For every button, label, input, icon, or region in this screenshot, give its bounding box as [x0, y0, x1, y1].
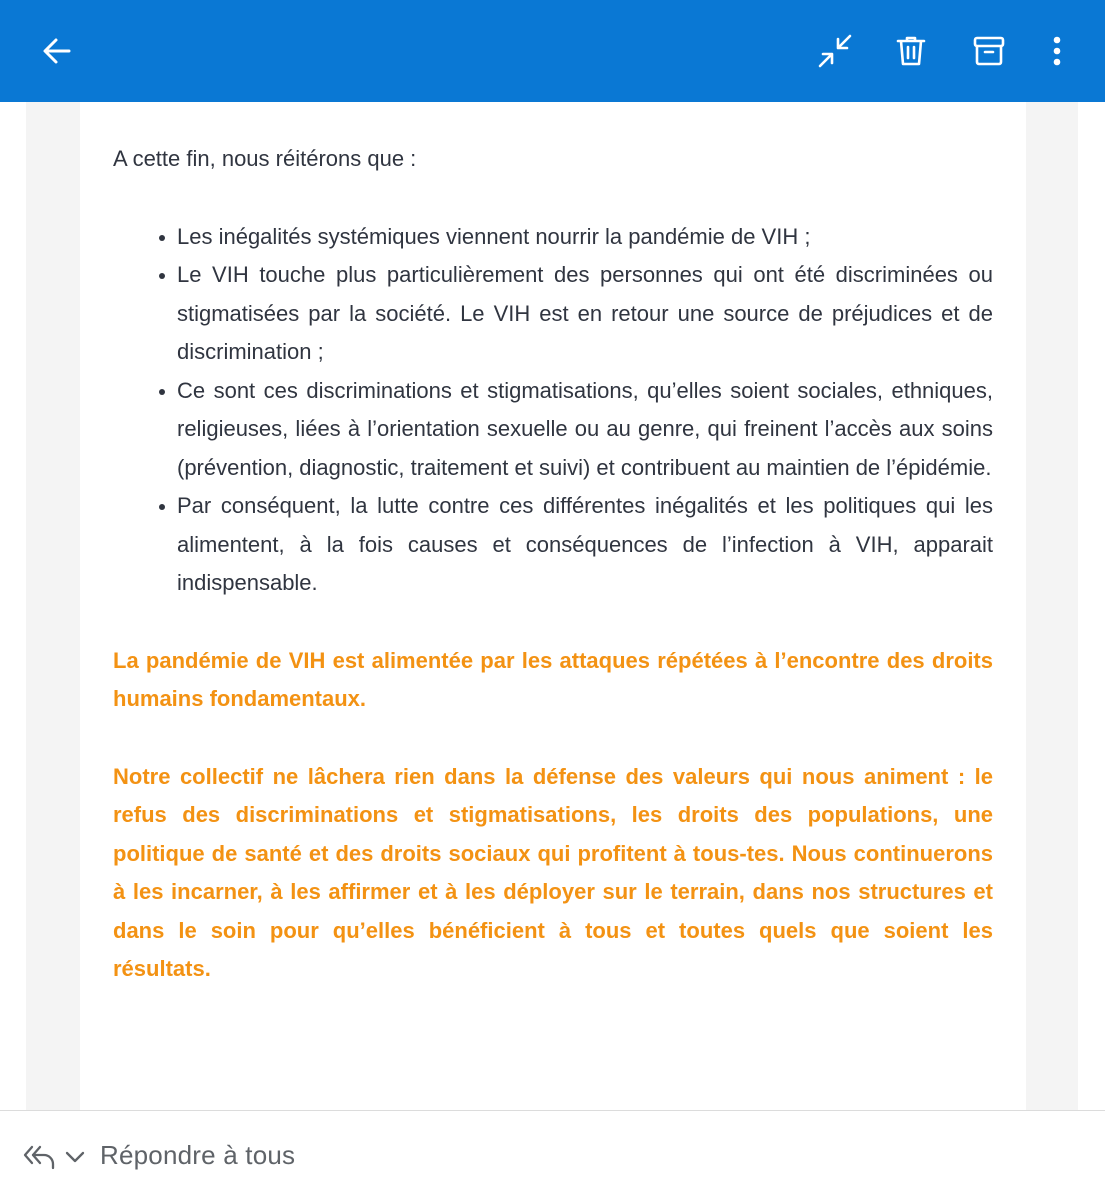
intro-paragraph: A cette fin, nous réitérons que : [113, 146, 417, 171]
collapse-arrows-icon [816, 32, 854, 70]
trash-icon [893, 33, 929, 69]
archive-button[interactable] [964, 26, 1014, 76]
list-item: Par conséquent, la lutte contre ces différentes inégalités et les politiques qui les alimentent, à la fois causes et conséquences de l’infection à VIH, apparait indispensable. [177, 487, 993, 603]
list-item: Ce sont ces discriminations et stigmatisations, qu’elles soient sociales, ethniques, religieuses, liées à l’orientation sexuelle ou au genre, qui freinent l’accès aux soins (prévention, diagnostic, traitement et suivi) et contribuent au maintien de l’épidémie. [177, 372, 993, 488]
arrow-left-icon [39, 33, 75, 69]
list-item: Le VIH touche plus particulièrement des personnes qui ont été discriminées ou stigmatisées par la société. Le VIH est en retour une source de préjudices et de discrimination ; [177, 256, 993, 372]
message-body [80, 102, 1026, 1110]
bullet-list [113, 218, 993, 603]
highlight-paragraph: La pandémie de VIH est alimentée par les attaques répétées à l’encontre des droits humains fondamentaux. [113, 647, 993, 711]
left-gutter [26, 102, 80, 1110]
reply-bar [0, 1111, 1105, 1200]
chevron-down-icon[interactable] [64, 1149, 86, 1165]
collapse-button[interactable] [810, 26, 860, 76]
reply-all-icon[interactable] [22, 1143, 56, 1171]
more-options-button[interactable] [1032, 26, 1082, 76]
message-text [113, 140, 993, 989]
app-toolbar [0, 0, 1105, 102]
back-button[interactable] [32, 26, 82, 76]
list-item: Les inégalités systémiques viennent nourrir la pandémie de VIH ; [177, 218, 993, 257]
vertical-dots-icon [1047, 33, 1067, 69]
delete-button[interactable] [886, 26, 936, 76]
right-gutter [1026, 102, 1078, 1110]
highlight-paragraph: Notre collectif ne lâchera rien dans la défense des valeurs qui nous animent : le refus des discriminations et stigmatisations, les droits des populations, une politique de santé et des droits sociaux qui profitent à tous-tes. Nous continuerons à les incarner, à les affirmer et à les déployer sur le terrain, dans nos structures et dans le soin pour qu’elles bénéficient à tous et toutes quels que soient les résultats. [113, 763, 993, 981]
reply-all-button[interactable]: Répondre à tous [100, 1140, 296, 1170]
archive-box-icon [971, 33, 1007, 69]
